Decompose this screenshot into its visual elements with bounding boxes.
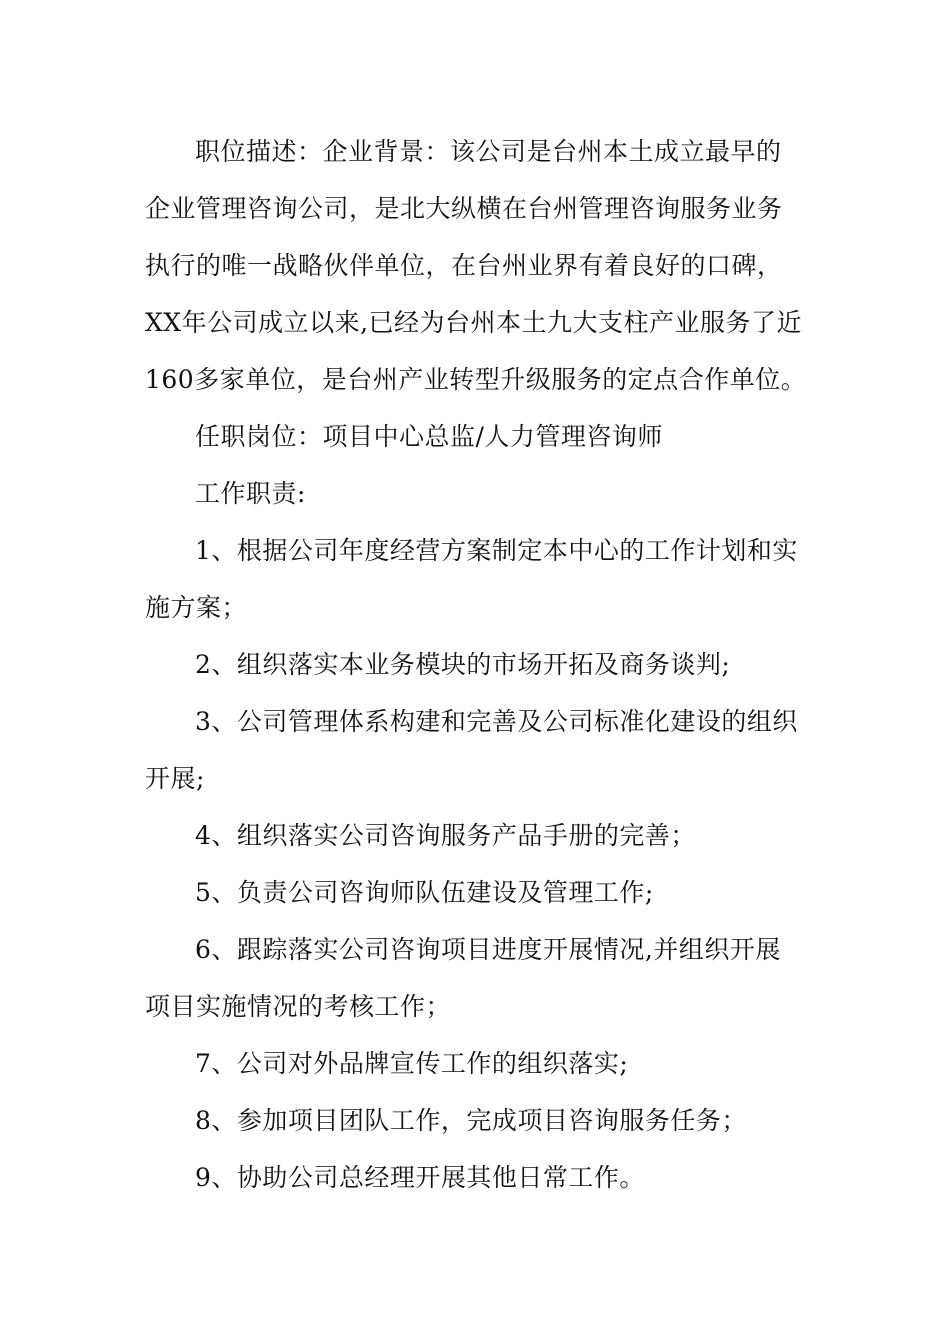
position-line: 任职岗位：项目中心总监/人力管理咨询师 — [195, 422, 663, 451]
duty-8: 8、参加项目团队工作，完成项目咨询服务任务； — [195, 1106, 747, 1135]
duty-4: 4、组织落实公司咨询服务产品手册的完善； — [195, 821, 696, 850]
duty-3-line-2: 开展; — [145, 764, 205, 793]
intro-line-1: 职位描述：企业背景：该公司是台州本土成立最早的 — [195, 137, 782, 166]
duty-1-line-1: 1、根据公司年度经营方案制定本中心的工作计划和实 — [195, 536, 798, 565]
intro-line-5: 160多家单位，是台州产业转型升级服务的定点合作单位。 — [145, 365, 807, 394]
duty-7: 7、公司对外品牌宣传工作的组织落实; — [195, 1049, 629, 1078]
duty-5: 5、负责公司咨询师队伍建设及管理工作; — [195, 878, 654, 907]
duty-6-line-2: 项目实施情况的考核工作； — [145, 992, 452, 1021]
duties-heading: 工作职责: — [195, 479, 306, 508]
duty-2: 2、组织落实本业务模块的市场开拓及商务谈判; — [195, 650, 731, 679]
duty-1-line-2: 施方案； — [145, 593, 248, 622]
duty-6-line-1: 6、跟踪落实公司咨询项目进度开展情况,并组织开展 — [195, 935, 781, 964]
intro-line-4: XX年公司成立以来,已经为台州本土九大支柱产业服务了近 — [145, 308, 803, 337]
intro-line-2: 企业管理咨询公司，是北大纵横在台州管理咨询服务业务 — [145, 194, 783, 223]
duty-9: 9、协助公司总经理开展其他日常工作。 — [195, 1163, 645, 1192]
duty-3-line-1: 3、公司管理体系构建和完善及公司标准化建设的组织 — [195, 707, 798, 736]
intro-line-3: 执行的唯一战略伙伴单位，在台州业界有着良好的口碑， — [145, 251, 783, 280]
